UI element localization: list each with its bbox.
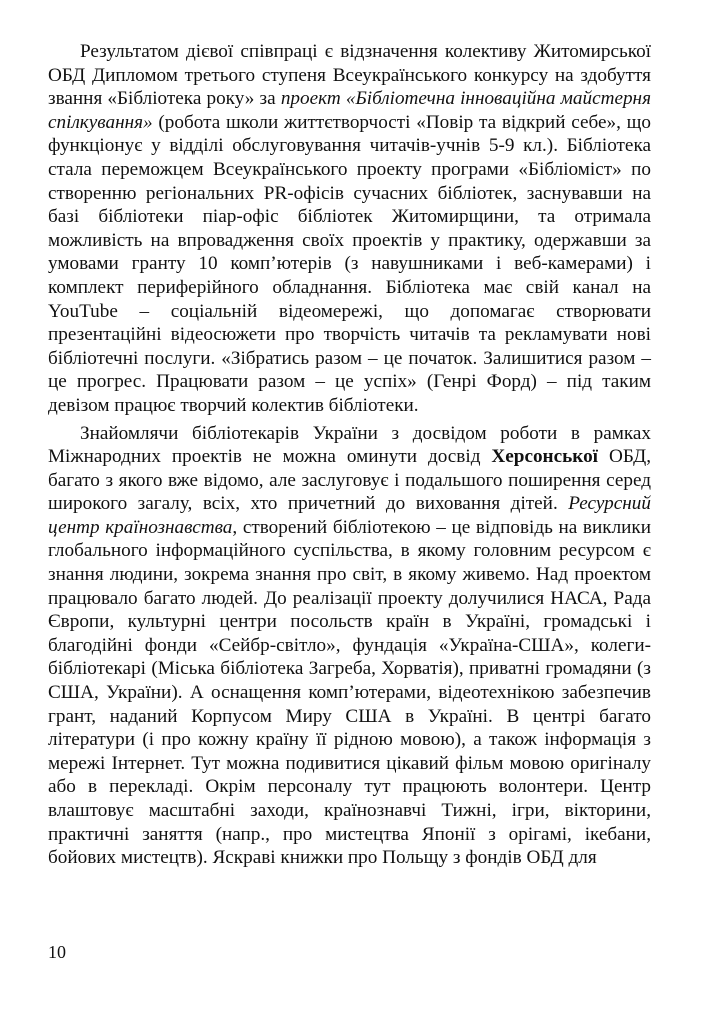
page-number: 10	[48, 942, 66, 962]
bold-library-name: Херсонської	[491, 446, 599, 468]
italic-center-name: Ресурсний центр країнознавства	[48, 493, 651, 538]
text-segment: Результатом дієвої співпраці є відзначення колективу Житомирської ОБД Дипломом третього ступеня Всеукраїнського конкурсу на здобуття звання «Бібліотека року» за	[48, 41, 651, 110]
text-segment: (робота школи життєтворчості «Повір та відкрий себе», що функціонує у відділі обслуговування читачів-учнів 5-9 кл.). Бібліотека стала переможцем Всеукраїнського проекту програми «Бібліоміст» по створенню регіональних PR-офісів сучасних бібліотек, заснувавши на базі бібліотеки піар-офіс бібліотек Житомирщини, та отримала можливість на впровадження своїх проектів у практику, одержавши за умовами гранту 10 комп’ютерів (з навушниками і веб-камерами) і комплект периферійного обладнання. Бібліотека має свій канал на YouTube – соціальній відеомережі, що допомагає створювати презентаційні відеосюжети про творчість читачів та рекламувати нові бібліотечні послуги. «Зібратись разом – це початок. Залишитися разом – це прогрес. Працювати разом – це успіх» (Генрі Форд) – під таким девізом працює творчий колектив бібліотеки.	[48, 111, 651, 416]
paragraph-kherson	[48, 422, 651, 870]
body-text	[48, 40, 651, 870]
paragraph-zhytomyr	[48, 40, 651, 418]
italic-project-title: проект «Бібліотечна інноваційна майстерня спілкування»	[48, 88, 651, 133]
text-segment: ОБД, багато з якого вже відомо, але заслуговує і подальшого поширення серед широкого загалу, всіх, хто причетний до виховання дітей.	[48, 446, 651, 515]
text-segment: Знайомлячи бібліотекарів України з досвідом роботи в рамках Міжнародних проектів не можна оминути досвід	[48, 422, 651, 468]
text-segment: , створений бібліотекою – це відповідь на виклики глобального інформаційного суспільства, в якому головним ресурсом є знання людини, зокрема знання про світ, в якому живемо. Над проектом працювало багато людей. До реалізації проекту долучилися НАСА, Рада Європи, культурні центри посольств країн в Україні, громадські і благодійні фонди «Сейбр-світло», фундація «Україна-США», колеги-бібліотекарі (Міська бібліотека Загреба, Хорватія), приватні громадяни (з США, України). А оснащення комп’ютерами, відеотехнікою забезпечив грант, наданий Корпусом Миру США в Україні. В центрі багато літератури (і про кожну країну її рідною мовою), а також інформація з мережі Інтернет. Тут можна подивитися цікавий фільм мовою оригіналу або в перекладі. Окрім персоналу тут працюють волонтери. Центр влаштовує масштабні заходи, країнознавчі Тижні, ігри, вікторини, практичні заняття (напр., про мистецтва Японії з орігамі, ікебани, бойових мистецтв). Яскраві книжки про Польщу з фондів ОБД для	[48, 516, 652, 869]
